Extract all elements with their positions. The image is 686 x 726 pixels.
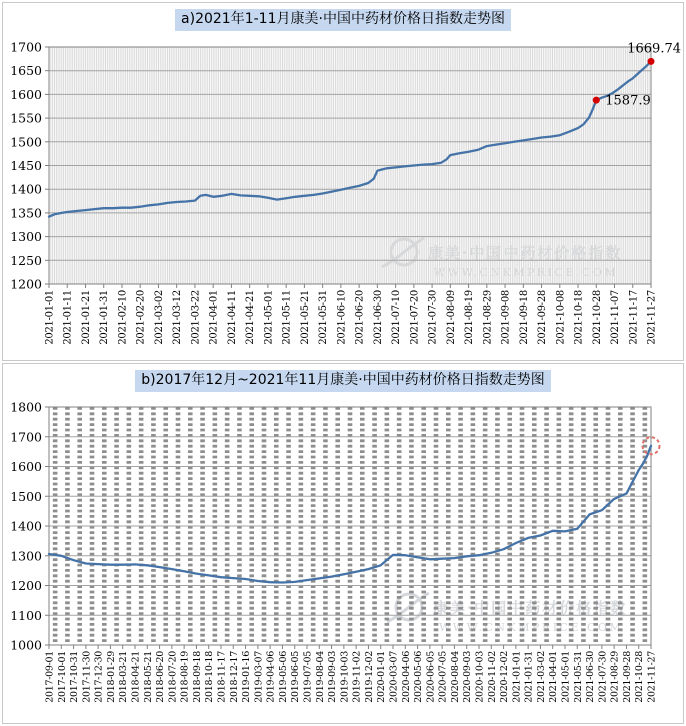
svg-text:2019-05-06: 2019-05-06 [277,651,289,703]
svg-text:1300: 1300 [10,548,42,564]
svg-text:2020-08-04: 2020-08-04 [449,651,461,703]
svg-text:1200: 1200 [10,578,42,593]
chart-panel-b [2,363,684,724]
chart-b-title-row [3,369,683,392]
watermark-site: WWW.CNKMPRICE.COM [434,266,619,279]
svg-text:2020-09-03: 2020-09-03 [462,651,474,703]
svg-text:2021-09-28: 2021-09-28 [621,651,633,703]
svg-text:2021-10-18: 2021-10-18 [573,290,585,345]
svg-text:2020-10-03: 2020-10-03 [474,651,486,703]
svg-text:2021-07-10: 2021-07-10 [391,290,403,345]
svg-text:2020-12-02: 2020-12-02 [499,651,511,703]
annotation-marker [648,58,655,65]
chart-b-title: b)2017年12月~2021年11月康美·中国中药材价格日指数走势图 [135,370,550,392]
svg-text:2021-11-27: 2021-11-27 [646,651,658,703]
svg-text:1650: 1650 [10,63,42,79]
svg-text:2019-08-04: 2019-08-04 [314,651,326,703]
chart-a-plot [3,3,683,360]
svg-text:1550: 1550 [10,110,42,126]
svg-text:2019-12-02: 2019-12-02 [363,651,375,703]
svg-text:2021-08-29: 2021-08-29 [482,290,494,345]
x-axis-labels [45,645,658,703]
svg-text:2021-01-01: 2021-01-01 [44,290,56,345]
svg-text:2018-05-21: 2018-05-21 [142,651,154,703]
svg-text:2021-04-11: 2021-04-11 [226,290,238,345]
svg-text:2018-08-19: 2018-08-19 [179,651,191,703]
svg-text:2019-11-02: 2019-11-02 [351,651,363,703]
watermark [382,238,622,279]
svg-text:2019-03-07: 2019-03-07 [253,651,265,703]
svg-text:2021-02-10: 2021-02-10 [117,290,129,345]
annotation-marker [593,97,600,104]
svg-text:2019-04-06: 2019-04-06 [265,651,277,703]
svg-text:2021-05-01: 2021-05-01 [560,651,572,703]
svg-text:2018-11-17: 2018-11-17 [216,651,228,703]
svg-text:2021-04-01: 2021-04-01 [548,651,560,703]
svg-text:2021-05-01: 2021-05-01 [263,290,275,345]
chart-a-title-row [3,8,683,31]
svg-text:1250: 1250 [10,252,42,268]
svg-text:2021-03-02: 2021-03-02 [153,290,165,345]
chart-panel-a [2,2,684,361]
svg-text:2021-07-30: 2021-07-30 [427,290,439,345]
svg-text:2021-09-28: 2021-09-28 [537,290,549,345]
svg-text:2021-03-12: 2021-03-12 [172,290,184,345]
svg-text:2021-05-21: 2021-05-21 [299,290,311,345]
svg-text:2018-10-18: 2018-10-18 [204,651,216,703]
svg-text:2021-05-11: 2021-05-11 [281,290,293,345]
svg-text:1400: 1400 [10,518,42,534]
svg-text:2020-06-05: 2020-06-05 [425,651,437,703]
svg-text:2021-06-30: 2021-06-30 [585,651,597,703]
y-axis-labels [10,400,49,653]
svg-text:1450: 1450 [10,158,42,173]
svg-text:2021-02-20: 2021-02-20 [135,290,147,345]
svg-text:1350: 1350 [10,205,42,221]
svg-text:2020-05-06: 2020-05-06 [413,651,425,703]
svg-text:2018-04-21: 2018-04-21 [130,651,142,703]
svg-text:2021-08-09: 2021-08-09 [445,290,457,345]
svg-text:2021-06-30: 2021-06-30 [372,290,384,345]
svg-text:2021-07-30: 2021-07-30 [597,651,609,703]
svg-text:2021-06-20: 2021-06-20 [354,290,366,345]
svg-text:2019-06-05: 2019-06-05 [290,651,302,703]
svg-text:2018-01-29: 2018-01-29 [105,651,117,703]
svg-text:2020-04-06: 2020-04-06 [400,651,412,703]
svg-text:2018-03-21: 2018-03-21 [118,651,130,703]
svg-text:2020-07-05: 2020-07-05 [437,651,449,703]
x-axis-labels [45,284,658,345]
svg-text:2021-11-17: 2021-11-17 [628,290,640,345]
svg-text:2021-04-01: 2021-04-01 [208,290,220,345]
svg-text:2021-03-22: 2021-03-22 [190,290,202,345]
svg-text:2018-06-20: 2018-06-20 [155,651,167,703]
svg-text:1500: 1500 [10,488,42,504]
svg-text:2021-01-11: 2021-01-11 [62,290,74,345]
svg-text:2017-12-30: 2017-12-30 [93,651,105,703]
svg-text:1500: 1500 [10,134,42,150]
svg-text:2019-10-03: 2019-10-03 [339,651,351,703]
svg-text:1400: 1400 [10,181,42,197]
svg-text:1700: 1700 [10,429,42,445]
svg-text:2021-09-18: 2021-09-18 [518,290,530,345]
svg-text:1000: 1000 [10,637,42,653]
svg-text:2021-10-28: 2021-10-28 [634,651,646,703]
svg-text:2021-11-27: 2021-11-27 [646,290,658,345]
svg-text:2021-11-07: 2021-11-07 [610,290,622,345]
svg-text:2019-01-16: 2019-01-16 [241,651,253,703]
annotation-label: 1669.74 [627,41,681,57]
svg-text:1800: 1800 [10,399,42,415]
svg-text:2021-01-01: 2021-01-01 [511,651,523,703]
svg-text:2021-01-21: 2021-01-21 [80,290,92,345]
svg-text:2019-09-03: 2019-09-03 [327,651,339,703]
svg-text:2021-10-28: 2021-10-28 [591,290,603,345]
svg-text:2020-11-02: 2020-11-02 [486,651,498,703]
svg-text:2021-06-10: 2021-06-10 [336,290,348,345]
watermark-site: WWW.CNKMPRICE.COM [439,621,624,634]
svg-text:2021-01-31: 2021-01-31 [523,651,535,703]
watermark-brand: 康美·中国中药材价格指数 [433,599,628,617]
watermark-brand: 康美·中国中药材价格指数 [428,244,623,262]
svg-text:2017-10-31: 2017-10-31 [69,651,81,703]
chart-a-title: a)2021年1-11月康美·中国中药材价格日指数走势图 [175,9,511,31]
svg-text:1200: 1200 [10,276,42,292]
svg-text:2021-09-08: 2021-09-08 [500,290,512,345]
svg-text:2021-10-08: 2021-10-08 [555,290,567,345]
svg-text:2019-07-05: 2019-07-05 [302,651,314,703]
y-axis-labels [10,40,49,292]
svg-text:2017-09-01: 2017-09-01 [44,651,56,703]
svg-text:2017-11-30: 2017-11-30 [81,651,93,703]
svg-text:2018-12-17: 2018-12-17 [228,651,240,703]
svg-text:2018-09-18: 2018-09-18 [191,651,203,703]
svg-text:1100: 1100 [10,607,42,623]
svg-text:2017-10-01: 2017-10-01 [56,651,68,703]
svg-text:1600: 1600 [10,86,42,102]
svg-text:2020-01-01: 2020-01-01 [376,651,388,703]
svg-text:2021-08-29: 2021-08-29 [609,651,621,703]
svg-text:2021-08-19: 2021-08-19 [464,290,476,345]
svg-text:2021-01-31: 2021-01-31 [99,290,111,345]
svg-text:2021-04-21: 2021-04-21 [245,290,257,345]
svg-text:2021-07-20: 2021-07-20 [409,290,421,345]
svg-text:1700: 1700 [10,39,42,55]
svg-text:1600: 1600 [10,459,42,474]
svg-text:2021-03-02: 2021-03-02 [535,651,547,703]
svg-text:2021-05-31: 2021-05-31 [318,290,330,345]
annotation-label: 1587.9 [605,93,651,109]
svg-text:2020-03-07: 2020-03-07 [388,651,400,703]
svg-text:2021-05-31: 2021-05-31 [572,651,584,703]
chart-b-plot [3,364,683,723]
svg-text:2018-07-20: 2018-07-20 [167,651,179,703]
svg-text:1300: 1300 [10,229,42,245]
